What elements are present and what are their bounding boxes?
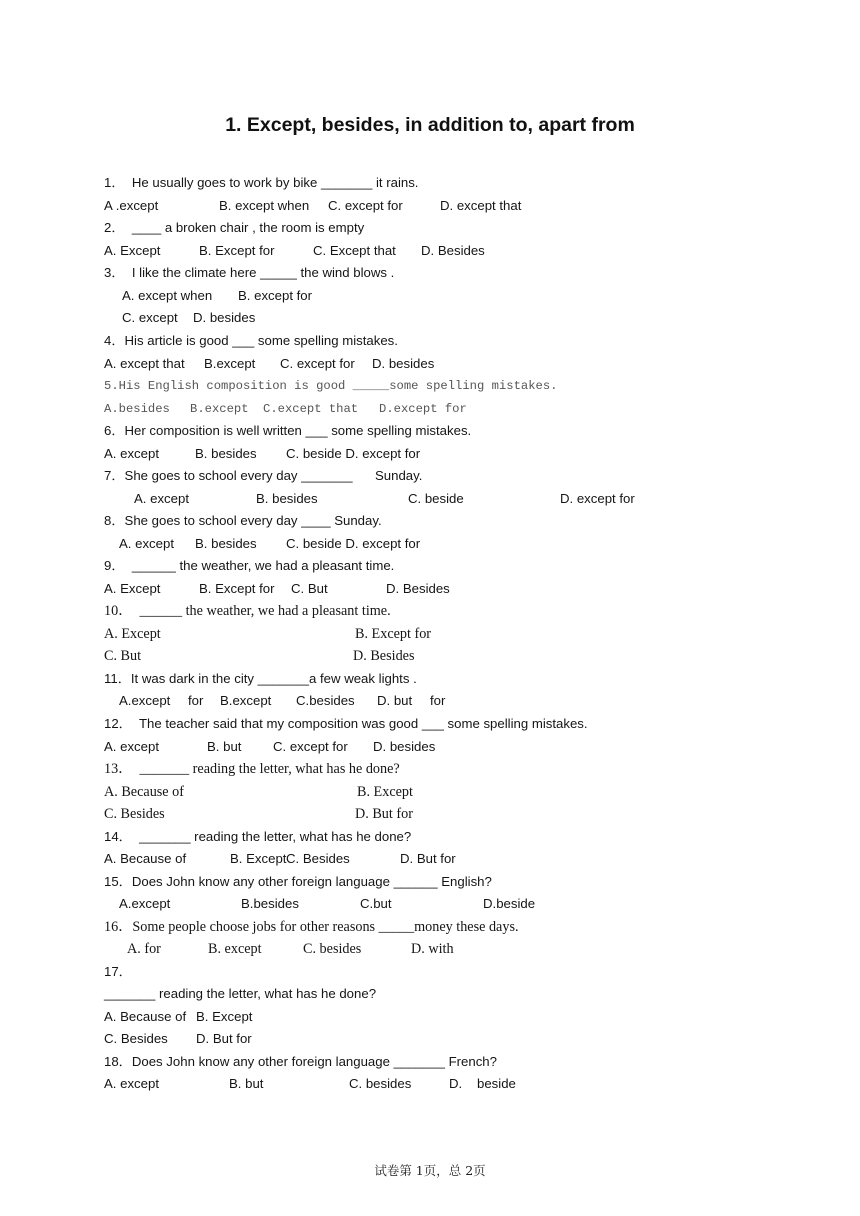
answer-option: C.except that — [263, 402, 359, 416]
answer-option: D. Besides — [386, 581, 450, 596]
page-footer: 试卷第 1页，总 2页 — [374, 1163, 486, 1178]
question-text: 17． — [104, 964, 132, 979]
question-text: 3． I like the climate here _____ the wind blows . — [104, 265, 395, 280]
question-line — [0, 262, 860, 284]
question-line — [0, 555, 860, 577]
question-text: 9． ______ the weather, we had a pleasant time. — [104, 558, 395, 573]
answer-option: D. But for — [400, 851, 456, 866]
answer-option: D.except for — [379, 402, 467, 416]
answer-option: A .except — [104, 198, 159, 213]
question-text: 5.His English composition is good _____some spelling mistakes. — [104, 379, 558, 393]
answer-options-line — [0, 1006, 860, 1028]
answer-options-line — [0, 578, 860, 600]
question-line — [0, 826, 860, 848]
answer-option: A. except — [134, 491, 189, 506]
question-line — [0, 871, 860, 893]
question-text: 18．Does John know any other foreign language _______ French? — [104, 1054, 497, 1069]
question-text: 16．Some people choose jobs for other reasons _____money these days. — [104, 919, 519, 935]
answer-options-line — [0, 938, 860, 960]
answer-options-line — [0, 307, 860, 329]
answer-options-line — [0, 690, 860, 712]
answer-option: D. Besides — [421, 243, 485, 258]
answer-options-line — [0, 285, 860, 307]
answer-options-line — [0, 848, 860, 870]
answer-option: C. Except that — [313, 243, 396, 258]
answer-option: B. Except — [230, 851, 287, 866]
answer-option: C. except for — [280, 356, 355, 371]
question-line — [0, 1051, 860, 1073]
answer-option: A. except — [104, 446, 159, 461]
question-line — [0, 510, 860, 532]
answer-option: B. except for — [238, 288, 313, 303]
answer-option: D. But for — [355, 806, 413, 822]
answer-option: C. Besides — [104, 1031, 168, 1046]
answer-option: B. Except for — [355, 626, 432, 642]
answer-option: B. besides — [256, 491, 318, 506]
question-line — [0, 713, 860, 735]
answer-option: C. But — [291, 581, 328, 596]
answer-options-line — [0, 488, 860, 510]
question-text: 1． He usually goes to work by bike _______ it rains. — [104, 175, 419, 190]
answer-option: D. except that — [440, 198, 522, 213]
answer-option: C.but — [360, 896, 392, 911]
question-line — [0, 375, 860, 397]
answer-option: C. beside — [408, 491, 464, 506]
question-line — [0, 420, 860, 442]
answer-options-line — [0, 803, 860, 825]
worksheet-title: 1. Except, besides, in addition to, apart from — [225, 114, 635, 136]
answer-options-line — [0, 1073, 860, 1095]
answer-option: D. but — [377, 693, 413, 708]
answer-option: A. Except — [104, 626, 161, 642]
answer-options-line — [0, 736, 860, 758]
question-line — [0, 758, 860, 780]
answer-option: D. besides — [193, 310, 256, 325]
question-text: 11．It was dark in the city _______a few weak lights . — [104, 671, 417, 686]
answer-option: A. except when — [122, 288, 213, 303]
answer-option: D. besides — [372, 356, 435, 371]
question-line — [0, 983, 860, 1005]
answer-options-line — [0, 1028, 860, 1050]
answer-options-line — [0, 240, 860, 262]
answer-option: A.besides — [104, 402, 170, 416]
answer-option: A. Because of — [104, 784, 184, 800]
answer-option: D. besides — [373, 739, 436, 754]
answer-option: C. except for — [273, 739, 348, 754]
answer-option: C. except for — [328, 198, 403, 213]
answer-option: A. for — [127, 941, 161, 957]
answer-option: B. but — [207, 739, 242, 754]
answer-option: B.except — [190, 402, 249, 416]
answer-option: C. But — [104, 648, 142, 664]
answer-option: B. besides — [195, 446, 257, 461]
answer-option: B. besides — [195, 536, 257, 551]
answer-option: A. except — [119, 536, 174, 551]
answer-option: D.beside — [483, 896, 536, 911]
answer-option: C. beside D. except for — [286, 536, 421, 551]
question-line — [0, 916, 860, 938]
answer-option: D. except for — [560, 491, 635, 506]
answer-option: A. except — [104, 1076, 159, 1091]
answer-option: A. except that — [104, 356, 185, 371]
question-line — [0, 668, 860, 690]
question-line — [0, 217, 860, 239]
question-text: 15．Does John know any other foreign language ______ English? — [104, 874, 492, 889]
answer-options-line — [0, 893, 860, 915]
question-line — [0, 961, 860, 983]
question-text: 10． ______ the weather, we had a pleasant time. — [104, 603, 391, 619]
answer-option: D. — [449, 1076, 463, 1091]
answer-option: C. Besides — [104, 806, 165, 822]
answer-option: B.except — [204, 356, 256, 371]
answer-option: B. Except — [357, 784, 413, 800]
answer-option: beside — [477, 1076, 516, 1091]
answer-option: for — [188, 693, 204, 708]
answer-options-line — [0, 353, 860, 375]
question-text: 14． _______ reading the letter, what has he done? — [104, 829, 412, 844]
answer-option: C. Besides — [286, 851, 350, 866]
answer-option: B. Except for — [199, 581, 275, 596]
answer-options-line — [0, 781, 860, 803]
answer-option: B. except when — [219, 198, 310, 213]
answer-option: B. but — [229, 1076, 264, 1091]
question-text: 13． _______ reading the letter, what has he done? — [104, 761, 400, 777]
answer-option: A.except — [119, 896, 171, 911]
answer-options-line — [0, 195, 860, 217]
answer-option: B. except — [208, 941, 262, 957]
answer-options-line — [0, 398, 860, 420]
answer-option: 7．She goes to school every day _______ — [104, 468, 353, 483]
question-line — [0, 600, 860, 622]
question-text: 12． The teacher said that my composition was good ___ some spelling mistakes. — [104, 716, 588, 731]
answer-option: D. with — [411, 941, 454, 957]
question-text: _______ reading the letter, what has he done? — [104, 986, 377, 1001]
question-text: 4．His article is good ___ some spelling mistakes. — [104, 333, 398, 348]
answer-option: A. Except — [104, 243, 161, 258]
answer-option: C. besides — [349, 1076, 412, 1091]
answer-options-line — [0, 623, 860, 645]
question-text: 6．Her composition is well written ___ some spelling mistakes. — [104, 423, 472, 438]
answer-options-line — [0, 645, 860, 667]
answer-option: C. except — [122, 310, 178, 325]
answer-option: B.except — [220, 693, 272, 708]
answer-option: B. Except for — [199, 243, 275, 258]
answer-option: A. Because of — [104, 851, 187, 866]
question-text: 8．She goes to school every day ____ Sunday. — [104, 513, 382, 528]
question-line — [0, 330, 860, 352]
answer-options-line — [0, 533, 860, 555]
answer-option: B. Except — [196, 1009, 253, 1024]
answer-option: D. But for — [196, 1031, 252, 1046]
answer-option: B.besides — [241, 896, 299, 911]
answer-option: for — [430, 693, 446, 708]
answer-option: A. Except — [104, 581, 161, 596]
question-text: 2． ____ a broken chair , the room is empty — [104, 220, 365, 235]
answer-option: A. Because of — [104, 1009, 187, 1024]
answer-option: Sunday. — [375, 468, 423, 483]
question-line — [0, 172, 860, 194]
answer-option: C. beside D. except for — [286, 446, 421, 461]
answer-options-line — [0, 465, 860, 487]
answer-option: A. except — [104, 739, 159, 754]
answer-options-line — [0, 443, 860, 465]
answer-option: D. Besides — [353, 648, 415, 664]
answer-option: A.except — [119, 693, 171, 708]
answer-option: C.besides — [296, 693, 355, 708]
answer-option: C. besides — [303, 941, 362, 957]
